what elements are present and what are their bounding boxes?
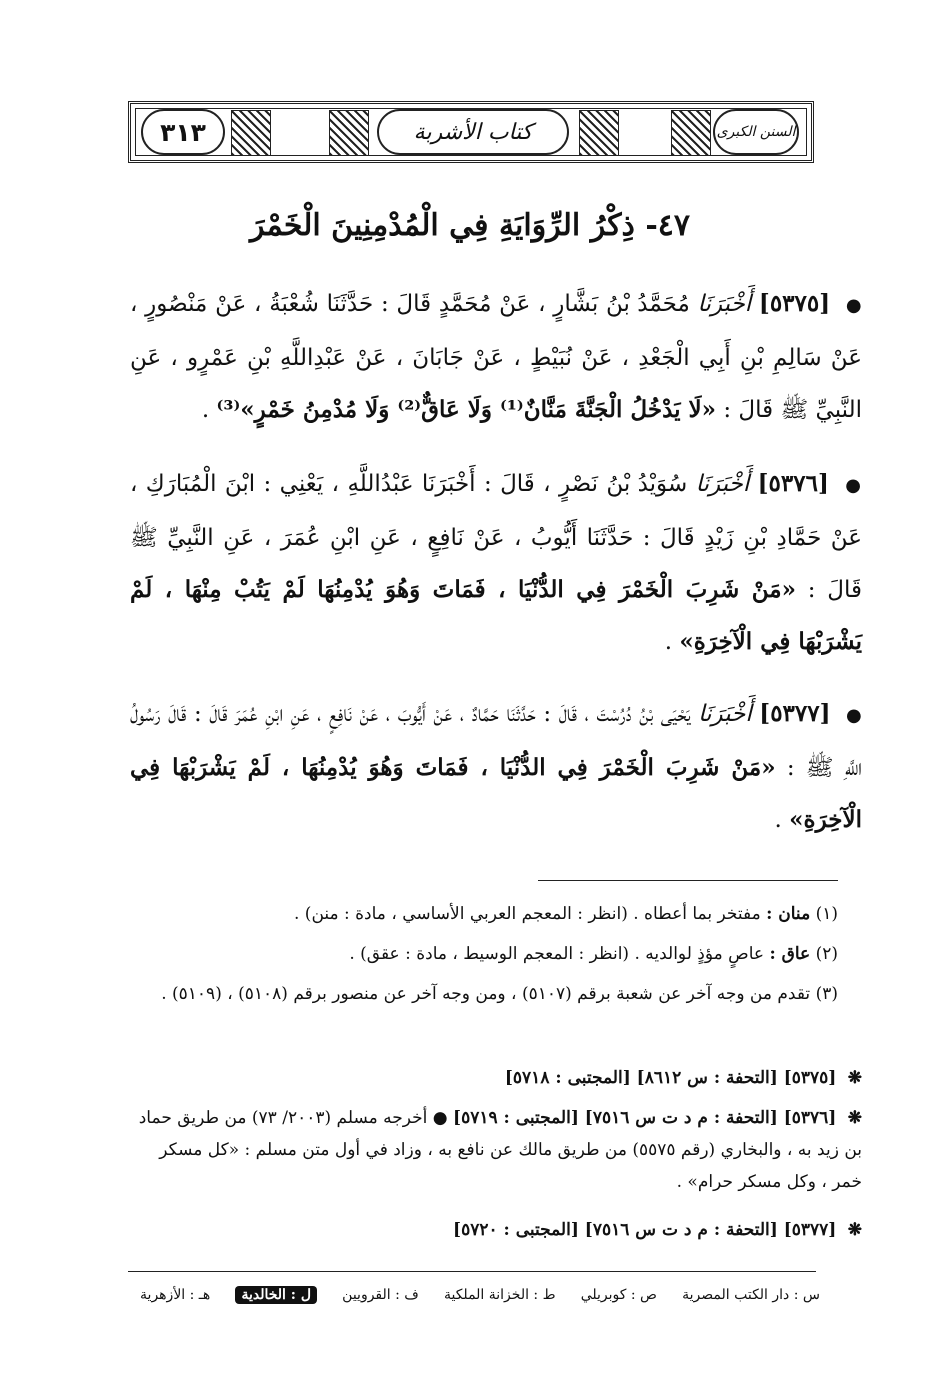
star-icon: ❋	[847, 1108, 862, 1128]
legend-item: ط : الخزانة الملكية	[443, 1287, 556, 1303]
footnote-text: مفتخر بما أعطاه . (انظر : المعجم العربي الأساسي ، مادة : منن) .	[294, 904, 761, 924]
footnote-number: (٣)	[815, 984, 838, 1004]
manuscript-legend	[140, 1286, 820, 1304]
takhrij-entry	[128, 1062, 862, 1094]
footnote	[128, 938, 838, 970]
takhrij-reference: [٥٣٧٧] [التحفة : م د ت س ٧٥١٦] [المجتبى : ٥٧٢٠]	[453, 1220, 837, 1240]
hadith-isnad: سُوَيْدُ بْنُ نَصْرٍ ، قَالَ : أَخْبَرَنَا عَبْدُاللَّهِ ، يَعْنِي : ابْنَ الْمُبَارَكِ ، عَنْ حَمَّادِ بْنِ زَيْدٍ قَالَ : حَدَّثَنَا أَيُّوبُ ، عَنْ نَافِعٍ ، عَنِ ابْنِ عُمَرَ ، عَنِ النَّبِيِّ ﷺ قَالَ :	[130, 471, 862, 603]
hadith-end: .	[774, 807, 790, 833]
takhrij-entry	[128, 1102, 862, 1198]
footnote-number: (٢)	[815, 944, 838, 964]
bullet-icon: ●	[846, 705, 862, 726]
hadith-number: [٥٣٧٧]	[759, 700, 831, 727]
book-logo: السنن الكبرى	[716, 124, 796, 140]
hadith-isnad: يَحْيَى بْنُ دُرُسْتَ ، قَالَ : حَدَّثَنَا حَمَّادٌ ، عَنْ أَيُّوبَ ، عَنْ نَافِعٍ ، عَنِ ابْنِ عُمَرَ قَالَ : قَالَ رَسُولُ اللَّهِ ﷺ :	[130, 701, 863, 781]
ornament-icon	[231, 110, 271, 156]
star-icon: ❋	[847, 1068, 862, 1088]
header-title-cartouche	[377, 109, 569, 155]
footnote-term: منان :	[766, 904, 811, 924]
legend-divider	[128, 1271, 816, 1272]
ornament-icon	[329, 110, 369, 156]
page-header	[128, 101, 814, 163]
hadith-entry	[130, 278, 862, 436]
takhrij-text: ● أخرجه مسلم (٢٠٠٣/ ٧٣) من طريق حماد بن زيد به ، والبخاري (رقم ٥٥٧٥) من طريق مالك عن نافع به ، وزاد في أول متن مسلم : «كل مسكر خمر ، وكل مسكر حرام» .	[138, 1108, 862, 1192]
hadith-opening: أَخْبَرَنَا	[698, 701, 752, 727]
footnote-number: (١)	[815, 904, 838, 924]
hadith-end: .	[664, 629, 680, 655]
page-number: ٣١٣	[160, 117, 206, 147]
hadith-entry	[130, 688, 862, 846]
takhrij-reference: [٥٣٧٥] [التحفة : س ٨٦١٢] [المجتبى : ٥٧١٨]	[504, 1068, 837, 1088]
ornament-icon	[671, 110, 711, 156]
footnote-text: تقدم من وجه آخر عن شعبة برقم (٥١٠٧) ، ومن وجه آخر عن منصور برقم (٥١٠٨) ، (٥١٠٩) .	[161, 984, 811, 1004]
footnote-text: عاصٍ مؤذٍ لوالديه . (انظر : المعجم الوسيط ، مادة : عقق) .	[349, 944, 765, 964]
bullet-icon: ●	[845, 475, 863, 496]
star-icon: ❋	[847, 1220, 862, 1240]
footnote-divider	[538, 880, 838, 881]
hadith-isnad: مُحَمَّدُ بْنُ بَشَّارٍ ، عَنْ مُحَمَّدٍ قَالَ : حَدَّثَنَا شُعْبَةُ ، عَنْ مَنْصُورٍ ، عَنْ سَالِمِ بْنِ أَبِي الْجَعْدِ ، عَنْ نُبَيْطٍ ، عَنْ جَابَانَ ، عَنْ عَبْدِاللَّهِ بْنِ عَمْرٍو ، عَنِ النَّبِيِّ ﷺ قَالَ :	[130, 291, 862, 423]
legend-item: ص : كوبريلي	[580, 1287, 657, 1303]
bullet-icon: ●	[845, 295, 862, 316]
legend-item-highlighted: ل : الخالدية	[235, 1286, 317, 1304]
chapter-title: ٤٧- ذِكْرُ الرِّوَايَةِ فِي الْمُدْمِنِينَ الْخَمْرَ	[249, 208, 691, 243]
hadith-end: .	[201, 397, 217, 423]
footnote-term: عاق :	[769, 944, 811, 964]
footnote	[128, 898, 838, 930]
hadith-opening: أَخْبَرَنَا	[695, 471, 750, 497]
ornament-icon	[579, 110, 619, 156]
hadith-matn: «مَنْ شَرِبَ الْخَمْرَ فِي الدُّنْيَا ، فَمَاتَ وَهُوَ يُدْمِنُهَا لَمْ يَتُبْ مِنْهَا ، لَمْ يَشْرَبْهَا فِي الْآخِرَةِ»	[130, 576, 862, 655]
hadith-number: [٥٣٧٦]	[757, 470, 829, 497]
logo-cartouche	[713, 109, 799, 155]
takhrij-entry	[128, 1214, 862, 1246]
hadith-opening: أَخْبَرَنَا	[697, 291, 752, 317]
hadith-matn: «مَنْ شَرِبَ الْخَمْرَ فِي الدُّنْيَا ، فَمَاتَ وَهُوَ يُدْمِنُهَا ، لَمْ يَشْرَبْهَا فِي الْآخِرَةِ»	[130, 754, 862, 833]
legend-item: س : دار الكتب المصرية	[682, 1287, 820, 1303]
legend-item: ف : القرويين	[342, 1287, 419, 1303]
legend-item: هـ : الأزهرية	[140, 1287, 211, 1303]
takhrij-reference: [٥٣٧٦] [التحفة : م د ت س ٧٥١٦] [المجتبى : ٥٧١٩]	[453, 1108, 837, 1128]
footnote	[128, 978, 838, 1010]
page-number-cartouche	[141, 109, 225, 155]
hadith-number: [٥٣٧٥]	[758, 290, 831, 317]
hadith-entry	[130, 458, 862, 668]
hadith-matn: «لَا يَدْخُلُ الْجَنَّةَ مَنَّانٌ⁽¹⁾ وَلَا عَاقٌّ⁽²⁾ وَلَا مُدْمِنُ خَمْرٍ»⁽³⁾	[216, 396, 717, 423]
book-section-title: كتاب الأشربة	[413, 119, 533, 145]
